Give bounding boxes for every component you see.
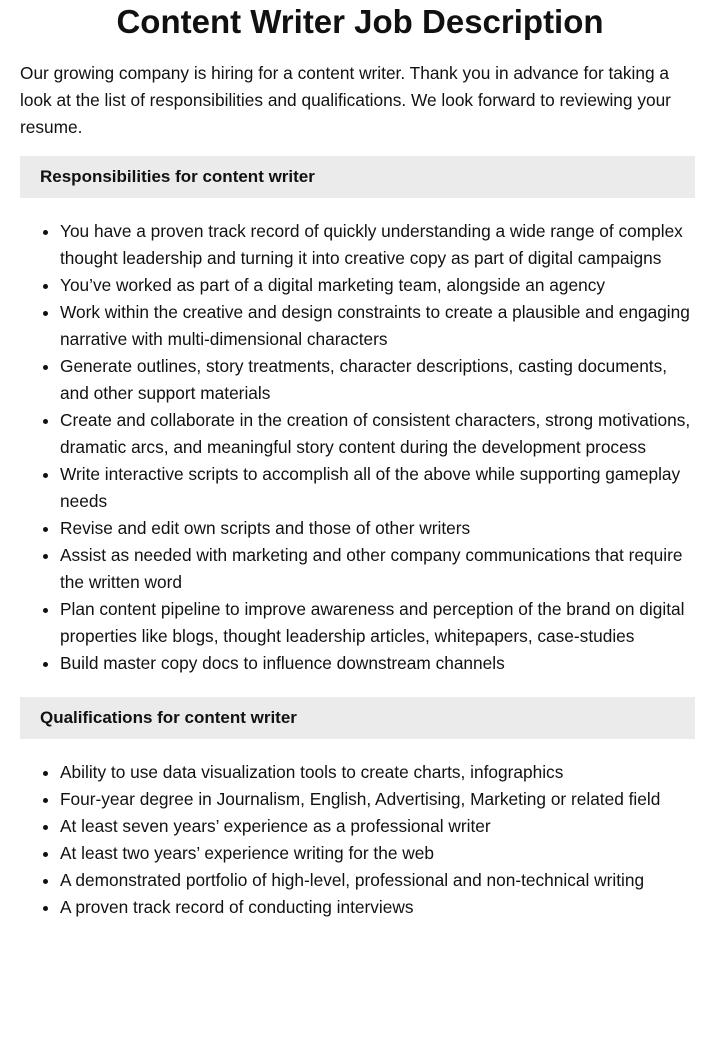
list-item: • Work within the creative and design constraints to create a plausible and engaging narrative with multi-dimensional characters — [60, 299, 700, 353]
list-item: • You have a proven track record of quickly understanding a wide range of complex thought leadership and turning it into creative copy as part of digital campaigns — [60, 218, 700, 272]
list-item: • A proven track record of conducting interviews — [60, 894, 700, 921]
list-item: • Write interactive scripts to accomplish all of the above while supporting gameplay needs — [60, 461, 700, 515]
list-item: • Generate outlines, story treatments, character descriptions, casting documents, and other support materials — [60, 353, 700, 407]
list-item: • A demonstrated portfolio of high-level, professional and non-technical writing — [60, 867, 700, 894]
list-item: • Plan content pipeline to improve awareness and perception of the brand on digital properties like blogs, thought leadership articles, whitepapers, case-studies — [60, 596, 700, 650]
list-item: • At least seven years’ experience as a professional writer — [60, 813, 700, 840]
list-item: • You’ve worked as part of a digital marketing team, alongside an agency — [60, 272, 700, 299]
list-item: • Assist as needed with marketing and other company communications that require the written word — [60, 542, 700, 596]
list-item: • Revise and edit own scripts and those of other writers — [60, 515, 700, 542]
intro-paragraph: Our growing company is hiring for a content writer. Thank you in advance for taking a look at the list of responsibilities and qualifications. We look forward to reviewing your resume. — [20, 63, 671, 137]
responsibilities-heading: Responsibilities for content writer — [20, 156, 695, 198]
list-item: • Build master copy docs to influence downstream channels — [60, 650, 700, 677]
list-item: • Ability to use data visualization tools to create charts, infographics — [60, 759, 700, 786]
list-item: • Four-year degree in Journalism, English, Advertising, Marketing or related field — [60, 786, 700, 813]
list-item: • At least two years’ experience writing for the web — [60, 840, 700, 867]
responsibilities-list — [0, 218, 700, 677]
page-title: Content Writer Job Description — [116, 3, 604, 40]
qualifications-list — [0, 759, 700, 921]
qualifications-heading: Qualifications for content writer — [20, 697, 695, 739]
list-item: • Create and collaborate in the creation of consistent characters, strong motivations, dramatic arcs, and meaningful story content during the development process — [60, 407, 700, 461]
